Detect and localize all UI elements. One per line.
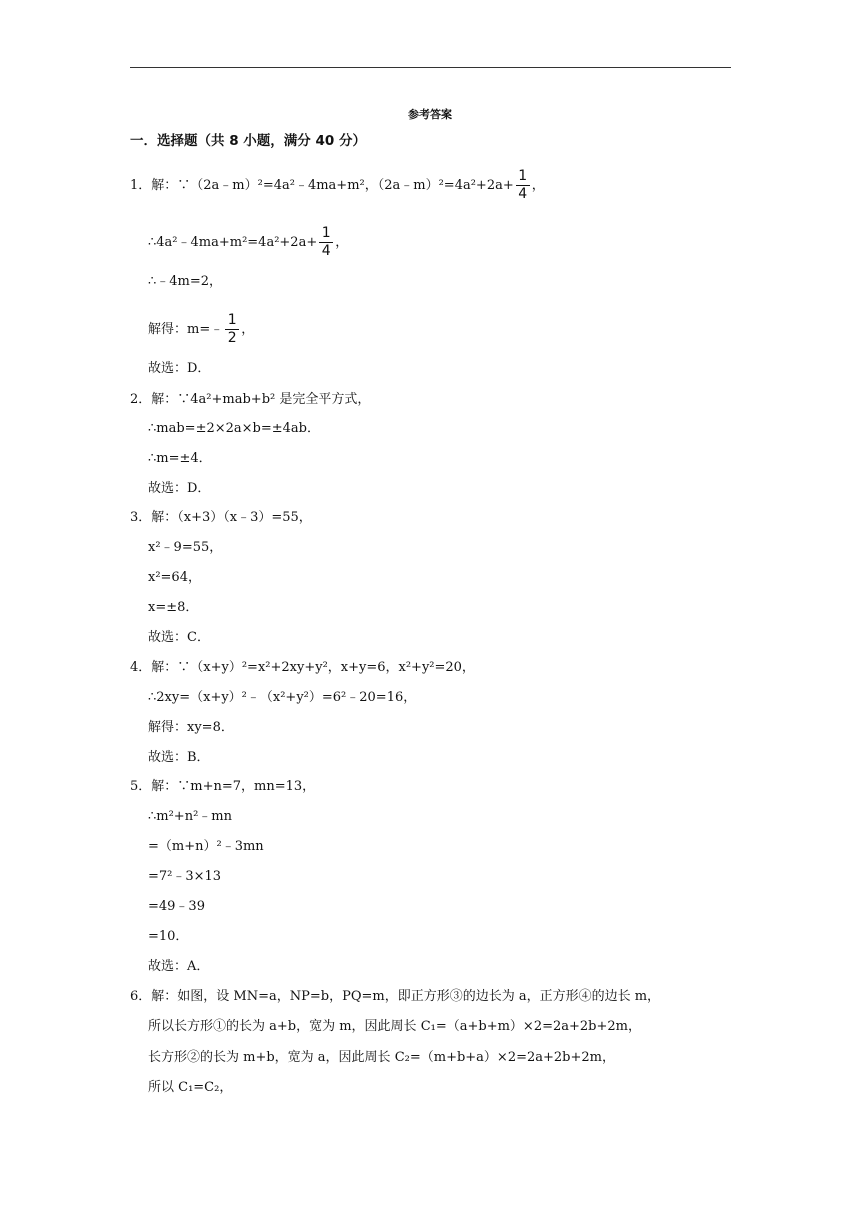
q5-line-2: ∴m²+n²﹣mn	[148, 809, 232, 824]
page-title: 参考答案	[408, 108, 452, 121]
fraction	[225, 312, 239, 347]
fraction-numerator: 1	[321, 225, 331, 241]
section-heading: 一．选择题（共 8 小题，满分 40 分）	[130, 133, 366, 149]
q1-line-4-text: 解得：m=﹣	[148, 322, 224, 338]
fraction-numerator: 1	[518, 168, 528, 184]
q5-line-3: =（m+n）²﹣3mn	[148, 839, 264, 854]
q2-line-2: ∴mab=±2×2a×b=±4ab．	[148, 421, 320, 436]
q3-line-4: x=±8．	[148, 600, 199, 615]
fraction	[319, 225, 333, 260]
q5-line-4: =7²﹣3×13	[148, 869, 222, 884]
q1-line-1	[130, 168, 545, 203]
q3-line-3: x²=64，	[148, 570, 201, 585]
q2-line-3: ∴m=±4．	[148, 451, 212, 466]
q1-answer: 故选：D．	[148, 361, 211, 376]
q1-line-2-tail: ，	[335, 235, 349, 251]
q1-line-3: ∴﹣4m=2，	[148, 274, 223, 289]
fraction-numerator: 1	[227, 312, 237, 328]
q5-line-6: =10．	[148, 929, 189, 944]
q5-line-1: 5．解：∵m+n=7，mn=13，	[130, 779, 316, 794]
q4-line-3: 解得：xy=8．	[148, 720, 234, 735]
q1-line-1-text: 1．解：∵（2a﹣m）²=4a²﹣4ma+m²，（2a﹣m）²=4a²+2a+	[130, 178, 514, 194]
q1-line-4-tail: ，	[241, 322, 255, 338]
fraction	[516, 168, 530, 203]
fraction-denominator: 4	[518, 186, 528, 203]
fraction-denominator: 2	[227, 330, 237, 347]
q2-answer: 故选：D．	[148, 481, 211, 496]
q6-line-3: 长方形②的长为 m+b，宽为 a，因此周长 C₂=（m+b+a）×2=2a+2b+2m，	[148, 1050, 615, 1065]
q2-line-1: 2．解：∵4a²+mab+b² 是完全平方式，	[130, 392, 371, 407]
q4-line-1: 4．解：∵（x+y）²=x²+2xy+y²，x+y=6，x²+y²=20，	[130, 660, 475, 675]
q1-line-2-text: ∴4a²﹣4ma+m²=4a²+2a+	[148, 235, 318, 251]
q4-line-2: ∴2xy=（x+y）²﹣（x²+y²）=6²﹣20=16，	[148, 690, 417, 705]
q1-line-1-tail: ，	[531, 178, 545, 194]
q3-line-1: 3．解：（x+3）（x﹣3）=55，	[130, 510, 312, 525]
q6-line-4: 所以 C₁=C₂，	[148, 1080, 233, 1095]
fraction-denominator: 4	[321, 243, 331, 260]
q3-line-2: x²﹣9=55，	[148, 540, 223, 555]
q5-line-5: =49﹣39	[148, 899, 205, 914]
q4-answer: 故选：B．	[148, 750, 210, 765]
q6-line-2: 所以长方形①的长为 a+b，宽为 m，因此周长 C₁=（a+b+m）×2=2a+2b+2m，	[148, 1019, 641, 1034]
q1-line-2	[148, 225, 348, 260]
q5-answer: 故选：A．	[148, 959, 210, 974]
header-rule	[130, 67, 731, 68]
q6-line-1: 6．解：如图，设 MN=a，NP=b，PQ=m，即正方形③的边长为 a，正方形④的边长 m，	[130, 989, 661, 1004]
q1-line-4	[148, 312, 254, 347]
q3-answer: 故选：C．	[148, 630, 210, 645]
